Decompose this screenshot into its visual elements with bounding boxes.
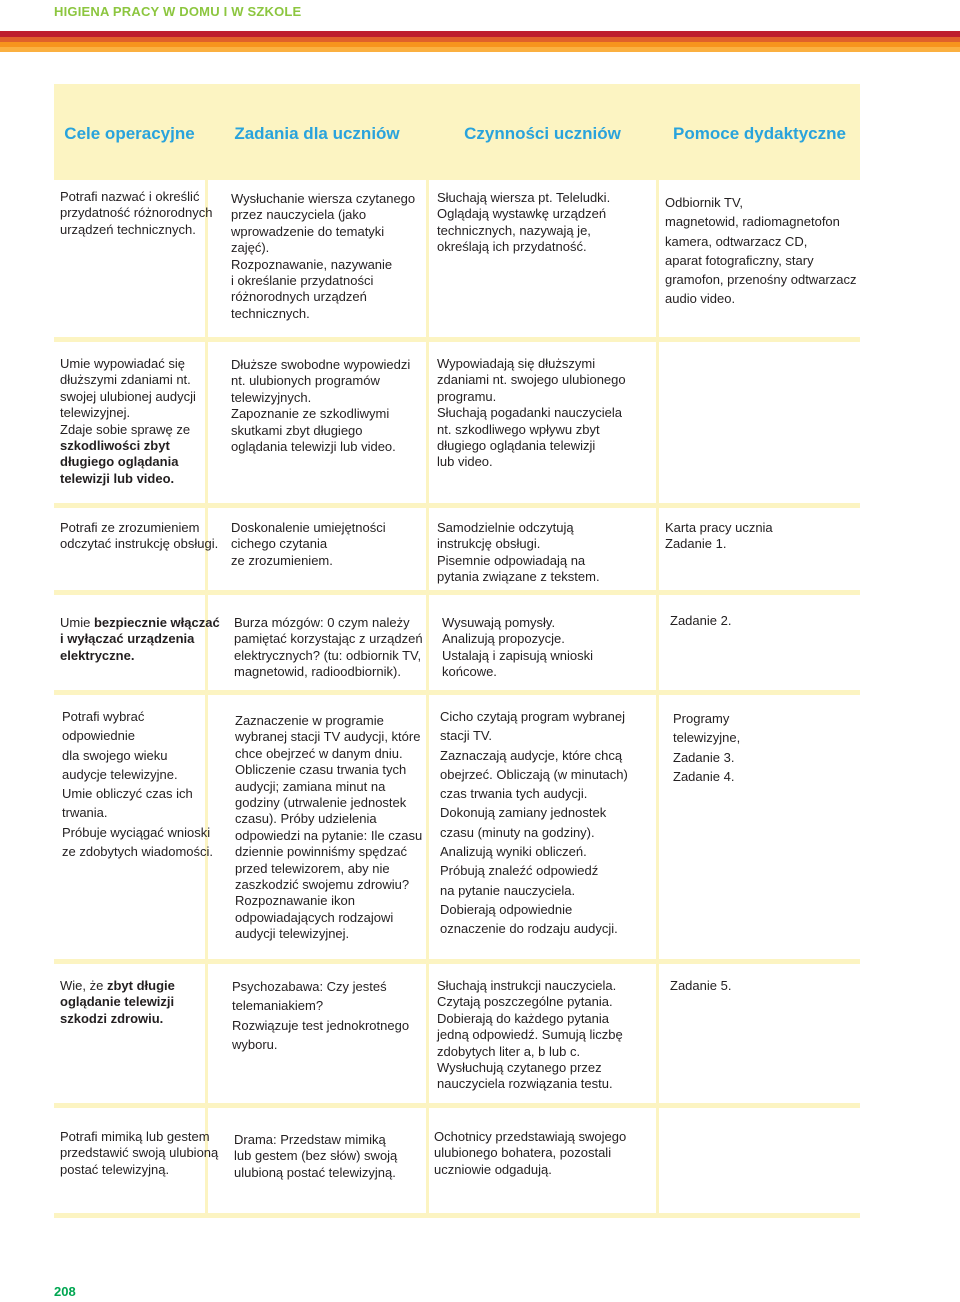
table-cell: Burza mózgów: 0 czym należy pamiętać korzystając z urządzeń elektrycznych? (tu: odbiornik TV, magnetowid, radioodbiornik). xyxy=(234,615,423,680)
page-number: 208 xyxy=(54,1284,76,1299)
table-cell: Zadanie 2. xyxy=(670,613,732,628)
cell-text: Wie, że xyxy=(60,978,107,993)
table-cell: Dłuższe swobodne wypowiedzi nt. ulubionych programów telewizyjnych. Zapoznanie ze szkodliwymi skutkami zbyt długiego oglądania telewizji lub video. xyxy=(231,357,411,455)
table-cell: Odbiornik TV, magnetowid, radiomagnetofon kamera, odtwarzacz CD, aparat fotograficzny, stary gramofon, przenośny odtwarzacz audio video. xyxy=(665,195,857,307)
table-cell: Psychozabawa: Czy jesteś telemaniakiem? Rozwiązuje test jednokrotnego wyboru. xyxy=(232,979,410,1052)
lesson-plan-table xyxy=(54,84,860,1218)
table-cell: Wypowiadają się dłuższymi zdaniami nt. swojego ulubionego programu. Słuchają pogadanki nauczyciela nt. szkodliwego wpływu zbyt długiego oglądania telewizji lub video. xyxy=(437,356,626,470)
column-header-activities: Czynności uczniów xyxy=(464,124,621,143)
table-cell: Ochotnicy przedstawiają swojego ulubionego bohatera, pozostali uczniowie odgadują. xyxy=(434,1129,627,1177)
table-cell: Wysuwają pomysły. Analizują propozycje. Ustalają i zapisują wnioski końcowe. xyxy=(442,615,594,680)
table-cell: Drama: Przedstaw mimiką lub gestem (bez słów) swoją ulubioną postać telewizyjną. xyxy=(234,1132,398,1180)
table-cell: Potrafi ze zrozumieniem odczytać instrukcję obsługi. xyxy=(60,520,219,552)
row-divider xyxy=(54,590,860,595)
table-cell: Zadanie 5. xyxy=(670,978,732,993)
page-title: HIGIENA PRACY W DOMU I W SZKOLE xyxy=(54,4,302,19)
column-header-tasks: Zadania dla uczniów xyxy=(234,124,400,143)
table-cell: Zaznaczenie w programie wybranej stacji TV audycji, które chce obejrzeć w danym dniu. Obliczenie czasu trwania tych audycji; zamiana minut na godziny (utrwalenie jednostek czasu). Próby udzielenia odpowiedzi na pytanie: Ile czasu dziennie powinniśmy spędzać przed telewizorem, aby nie zaszkodzić swojemu zdrowiu? Rozpoznawanie ikon odpowiadających rodzajowi audycji telewizyjnej. xyxy=(235,713,423,942)
column-divider xyxy=(656,84,659,1218)
table-cell: Potrafi mimiką lub gestem przedstawić swoją ulubioną postać telewizyjną. xyxy=(60,1129,219,1177)
row-divider xyxy=(54,337,860,342)
table-cell: Potrafi wybrać odpowiednie dla swojego wieku audycje telewizyjne. Umie obliczyć czas ich trwania. Próbuje wyciągać wnioski ze zdobytych wiadomości. xyxy=(62,709,214,860)
cell-bold-text: bezpiecznie włączać i wyłączać urządzenia elektryczne. xyxy=(60,615,220,663)
row-divider xyxy=(54,690,860,695)
table-cell: Słuchają wiersza pt. Teleludki. Oglądają wystawkę urządzeń technicznych, nazywają je, określają ich przydatność. xyxy=(437,190,611,255)
table-cell: Wysłuchanie wiersza czytanego przez nauczyciela (jako wprowadzenie do tematyki zajęć). Rozpoznawanie, nazywanie i określanie przydatności różnorodnych urządzeń technicznych. xyxy=(231,191,416,321)
column-header-goals: Cele operacyjne xyxy=(64,124,195,143)
table-cell: Programy telewizyjne, Zadanie 3. Zadanie 4. xyxy=(673,711,741,784)
table-cell xyxy=(60,356,196,487)
table-bottom-rule xyxy=(54,1213,860,1218)
table-cell: Potrafi nazwać i określić przydatność różnorodnych urządzeń technicznych. xyxy=(60,189,213,237)
row-divider xyxy=(54,1103,860,1108)
table-cell: Samodzielnie odczytują instrukcję obsługi. Pisemnie odpowiadają na pytania związane z tekstem. xyxy=(437,520,600,585)
header-stripe-yellow-orange xyxy=(0,47,960,52)
row-divider xyxy=(54,959,860,964)
cell-text: Umie wypowiadać się dłuższymi zdaniami nt. swojej ulubionej audycji telewizyjnej. Zdaje sobie sprawę ze xyxy=(60,356,196,437)
table-cell: Cicho czytają program wybranej stacji TV. Zaznaczają audycje, które chcą obejrzeć. Obliczają (w minutach) czas trwania tych audycji. Dokonują zamiany jednostek czasu (minuty na godziny). Analizują wyniki obliczeń. Próbują znaleźć odpowiedź na pytanie nauczyciela. Dobierają odpowiednie oznaczenie do rodzaju audycji. xyxy=(440,709,628,937)
cell-text: Umie xyxy=(60,615,94,630)
table-cell: Słuchają instrukcji nauczyciela. Czytają poszczególne pytania. Dobierają do każdego pytania jedną odpowiedź. Sumują liczbę zdobytych liter a, b lub c. Wysłuchują czytanego przez nauczyciela rozwiązania testu. xyxy=(437,978,623,1092)
table-cell: Karta pracy ucznia Zadanie 1. xyxy=(665,520,773,552)
table-cell xyxy=(60,615,220,664)
column-divider xyxy=(426,84,429,1218)
table-cell xyxy=(60,978,175,1027)
row-divider xyxy=(54,503,860,508)
cell-bold-text: szkodliwości zbyt długiego oglądania telewizji lub video. xyxy=(60,438,179,486)
table-cell: Doskonalenie umiejętności cichego czytania ze zrozumieniem. xyxy=(231,520,386,568)
column-header-teaching-aids: Pomoce dydaktyczne xyxy=(673,124,846,143)
cell-bold-text: zbyt długie oglądanie telewizji szkodzi zdrowiu. xyxy=(60,978,175,1026)
